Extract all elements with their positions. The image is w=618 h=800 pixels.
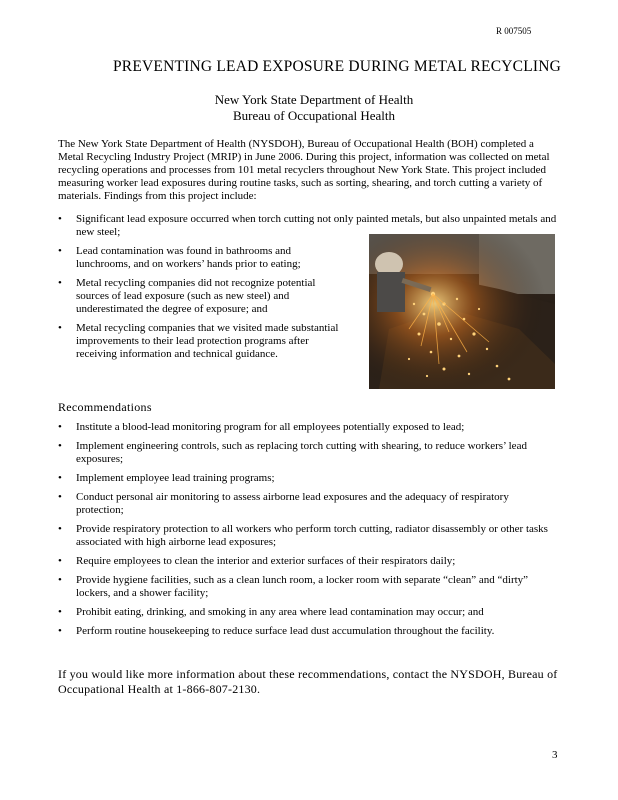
page-title: PREVENTING LEAD EXPOSURE DURING METAL RECYCLING: [112, 58, 562, 75]
recommendation-item: [58, 606, 558, 619]
finding-item: [58, 277, 344, 316]
bullet-icon: •: [58, 555, 62, 567]
document-id: R 007505: [496, 26, 532, 36]
recommendation-item: [58, 625, 558, 638]
recommendations-heading: Recommendations: [58, 400, 152, 414]
recommendation-item: [58, 574, 558, 600]
bullet-icon: •: [58, 440, 62, 452]
recommendation-text: Institute a blood-lead monitoring program for all employees potentially exposed to lead;: [76, 421, 465, 433]
bullet-icon: •: [58, 245, 62, 257]
agency-name: New York State Department of Health: [214, 92, 414, 107]
recommendation-item: [58, 491, 558, 517]
bullet-icon: •: [58, 421, 62, 433]
recommendation-item: [58, 472, 558, 485]
bureau-name: Bureau of Occupational Health: [232, 108, 396, 123]
finding-text: Lead contamination was found in bathrooms and lunchrooms, and on workers’ hands prior to eating;: [76, 245, 301, 270]
recommendations-list: [58, 421, 558, 644]
bullet-icon: •: [58, 277, 62, 289]
finding-text: Metal recycling companies that we visited made substantial improvements to their lead protection programs after receiving information and technical guidance.: [76, 322, 339, 360]
torch-cutting-photo: [369, 234, 555, 389]
bullet-icon: •: [58, 213, 62, 225]
recommendation-text: Require employees to clean the interior and exterior surfaces of their respirators daily;: [76, 555, 456, 567]
bullet-icon: •: [58, 322, 62, 334]
bullet-icon: •: [58, 491, 62, 503]
recommendation-text: Provide hygiene facilities, such as a clean lunch room, a locker room with separate “clean” and “dirty” lockers, and a shower facility;: [76, 574, 529, 599]
torch-cutting-illustration: [369, 234, 555, 389]
bullet-icon: •: [58, 523, 62, 535]
bullet-icon: •: [58, 574, 62, 586]
page-number: 3: [552, 749, 558, 761]
finding-text: Significant lead exposure occurred when torch cutting not only painted metals, but also unpainted metals and new steel;: [76, 213, 557, 238]
recommendation-item: [58, 555, 558, 568]
recommendation-item: [58, 421, 558, 434]
bullet-icon: •: [58, 625, 62, 637]
bullet-icon: •: [58, 606, 62, 618]
contact-paragraph: If you would like more information about these recommendations, contact the NYSDOH, Bureau of Occupational Health at 1-866-807-2130.: [58, 667, 558, 696]
recommendation-item: [58, 440, 558, 466]
recommendation-text: Implement engineering controls, such as replacing torch cutting with shearing, to reduce workers’ lead exposures;: [76, 440, 527, 465]
recommendation-text: Conduct personal air monitoring to assess airborne lead exposures and the adequacy of respiratory protection;: [76, 491, 509, 516]
finding-item: [58, 322, 344, 361]
bullet-icon: •: [58, 472, 62, 484]
recommendation-text: Prohibit eating, drinking, and smoking in any area where lead contamination may occur; and: [76, 606, 484, 618]
intro-paragraph: The New York State Department of Health (NYSDOH), Bureau of Occupational Health (BOH) completed a Metal Recycling Industry Project (MRIP) in June 2006. During this project, information was collected on metal recycling operations and processes from 101 metal recyclers throughout New York State. This project included measuring worker lead exposures during routine tasks, such as sorting, shearing, and torch cutting a variety of materials. Findings from this project include:: [58, 138, 550, 202]
finding-item: [58, 245, 344, 271]
recommendation-item: [58, 523, 558, 549]
recommendation-text: Implement employee lead training programs;: [76, 472, 275, 484]
finding-text: Metal recycling companies did not recognize potential sources of lead exposure (such as new steel) and underestimated the degree of exposure; and: [76, 277, 316, 315]
recommendation-text: Perform routine housekeeping to reduce surface lead dust accumulation throughout the facility.: [76, 625, 495, 637]
recommendation-text: Provide respiratory protection to all workers who perform torch cutting, radiator disassembly or other tasks associated with high airborne lead exposures;: [76, 523, 548, 548]
